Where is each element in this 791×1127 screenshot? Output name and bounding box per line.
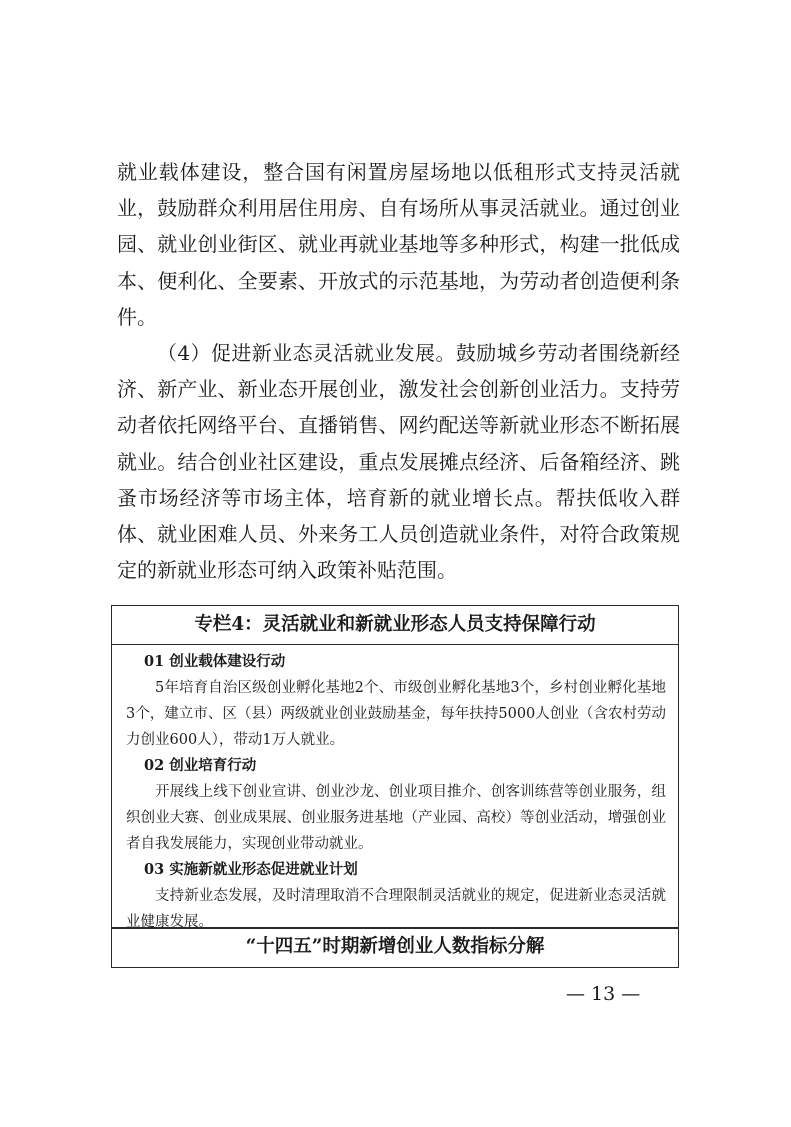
item-heading-03: 03 实施新就业形态促进就业计划 bbox=[144, 861, 358, 878]
body-paragraph-2: （4）促进新业态灵活就业发展。鼓励城乡劳动者围绕新经济、新产业、新业态开展创业，激发社会创新创业活力。支持劳动者依托网络平台、直播销售、网约配送等新就业形态不断拓展就业。结合创业社区建设，重点发展摊点经济、后备箱经济、跳蚤市场经济等市场主体，培育新的就业增长点。帮扶低收入群体、就业困难人员、外来务工人员创造就业条件，对符合政策规定的新就业形态可纳入政策补贴范围。 bbox=[117, 341, 680, 583]
page-number: — 13 — bbox=[566, 983, 641, 1005]
indicator-table-box bbox=[111, 927, 679, 968]
indicator-table-title: “十四五”时期新增创业人数指标分解 bbox=[245, 936, 545, 957]
column-box-4 bbox=[111, 605, 679, 929]
column-box-title: 专栏4：灵活就业和新就业形态人员支持保障行动 bbox=[112, 606, 678, 645]
column-box-body bbox=[112, 645, 678, 935]
item-heading-02: 02 创业培育行动 bbox=[144, 757, 257, 774]
item-text-02: 开展线上线下创业宣讲、创业沙龙、创业项目推介、创客训练营等创业服务，组织创业大赛、创业成果展、创业服务进基地（产业园、高校）等创业活动，增强创业者自我发展能力，实现创业带动就业。 bbox=[126, 784, 666, 852]
item-text-01: 5年培育自治区级创业孵化基地2个、市级创业孵化基地3个，乡村创业孵化基地3个，建立市、区（县）两级就业创业鼓励基金，每年扶持5000人创业（含农村劳动力创业600人），带动1万人就业。 bbox=[126, 680, 666, 748]
item-text-03: 支持新业态发展，及时清理取消不合理限制灵活就业的规定，促进新业态灵活就业健康发展。 bbox=[126, 888, 666, 930]
item-heading-01: 01 创业载体建设行动 bbox=[144, 653, 286, 670]
body-paragraph-1: 就业载体建设，整合国有闲置房屋场地以低租形式支持灵活就业，鼓励群众利用居住用房、自有场所从事灵活就业。通过创业园、就业创业街区、就业再就业基地等多种形式，构建一批低成本、便利化、全要素、开放式的示范基地，为劳动者创造便利条件。 bbox=[117, 160, 680, 329]
